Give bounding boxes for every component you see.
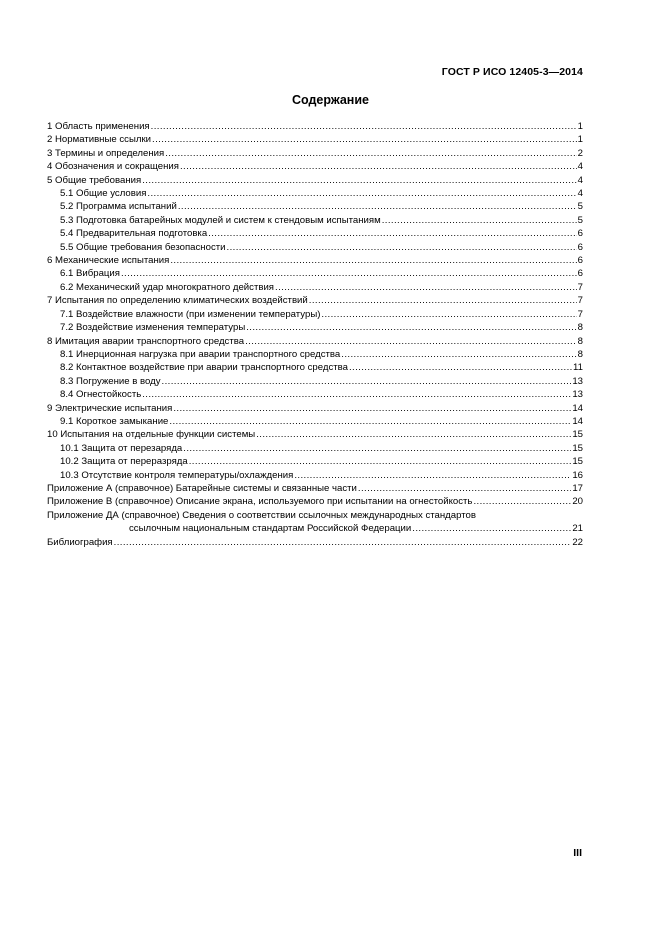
toc-entry-page: 7 — [577, 281, 583, 293]
toc-entry[interactable] — [47, 254, 583, 267]
toc-leader — [189, 455, 572, 468]
toc-leader — [178, 200, 577, 213]
toc-entry[interactable] — [47, 174, 583, 187]
toc-entry-page: 15 — [572, 456, 583, 468]
toc-entry[interactable] — [47, 133, 583, 146]
toc-entry-label: 8 Имитация аварии транспортного средства — [47, 335, 245, 347]
toc-entry[interactable] — [47, 227, 583, 240]
toc-title: Содержание — [291, 93, 369, 107]
toc-leader — [341, 348, 576, 361]
toc-entry-label: 3 Термины и определения — [47, 147, 165, 159]
toc-leader — [227, 241, 577, 254]
toc-entry[interactable] — [47, 375, 583, 388]
toc-leader — [349, 361, 572, 374]
toc-entry-label: 10.3 Отсутствие контроля температуры/охлаждения — [60, 469, 294, 481]
toc-entry[interactable] — [47, 361, 583, 374]
toc-leader — [151, 120, 577, 133]
toc-entry[interactable] — [47, 495, 583, 508]
toc-entry-label: 10 Испытания на отдельные функции системы — [47, 429, 256, 441]
toc-entry-label: 8.1 Инерционная нагрузка при аварии транспортного средства — [60, 348, 341, 360]
toc-entry-page: 7 — [577, 295, 583, 307]
table-of-contents — [47, 120, 583, 549]
toc-entry-label: 6 Механические испытания — [47, 255, 170, 267]
toc-entry[interactable] — [47, 147, 583, 160]
toc-entry-page: 17 — [572, 482, 583, 494]
toc-entry-page: 22 — [572, 536, 583, 548]
toc-entry-page: 5 — [577, 214, 583, 226]
toc-entry-page: 11 — [573, 362, 583, 374]
toc-entry[interactable] — [47, 321, 583, 334]
toc-entry-label: 10.1 Защита от перезаряда — [60, 442, 183, 454]
toc-entry-label: 7.2 Воздействие изменения температуры — [60, 322, 246, 334]
toc-entry-label: 2 Нормативные ссылки — [47, 134, 152, 146]
toc-entry-label: 1 Область применения — [47, 121, 150, 132]
toc-leader — [309, 294, 577, 307]
toc-entry[interactable] — [47, 214, 583, 227]
toc-entry-annex-da[interactable] — [47, 509, 583, 536]
toc-entry-page: 20 — [572, 496, 583, 508]
toc-leader — [162, 375, 572, 388]
toc-entry[interactable] — [47, 388, 583, 401]
toc-entry-label: 7 Испытания по определению климатических воздействий — [47, 295, 308, 307]
toc-entry-label: 8.4 Огнестойкость — [60, 389, 142, 401]
toc-entry-page: 5 — [577, 201, 583, 213]
toc-leader — [208, 227, 576, 240]
toc-leader — [114, 536, 572, 549]
toc-leader — [169, 415, 571, 428]
toc-entry-page: 4 — [577, 161, 583, 173]
toc-entry[interactable] — [47, 469, 583, 482]
toc-leader — [275, 281, 577, 294]
toc-entry-page: 4 — [577, 188, 583, 200]
toc-leader — [173, 402, 571, 415]
document-code: ГОСТ Р ИСО 12405-3—2014 — [441, 66, 583, 78]
toc-entry-label: 5 Общие требования — [47, 174, 142, 186]
toc-entry-page: 16 — [572, 469, 583, 481]
toc-entry-label: Приложение В (справочное) Описание экрана, используемого при испытании на огнестойкость — [47, 496, 473, 508]
toc-leader — [180, 160, 577, 173]
toc-entry-label: Приложение А (справочное) Батарейные системы и связанные части — [47, 482, 357, 494]
toc-entry-label: 6.2 Механический удар многократного действия — [60, 281, 274, 293]
toc-entry-page: 21 — [572, 523, 583, 535]
toc-entry[interactable] — [47, 308, 583, 321]
toc-entry-bibliography[interactable] — [47, 536, 583, 549]
toc-entry-page: 8 — [577, 322, 583, 334]
toc-entry[interactable] — [47, 294, 583, 307]
toc-entry[interactable] — [47, 160, 583, 173]
toc-entry-label: 5.3 Подготовка батарейных модулей и систем к стендовым испытаниям — [60, 214, 381, 226]
toc-entry-page: 1 — [577, 121, 583, 132]
toc-entry-page: 4 — [577, 174, 583, 186]
toc-entry[interactable] — [47, 335, 583, 348]
toc-entry-label: Библиография — [47, 536, 113, 548]
toc-entry-label: 4 Обозначения и сокращения — [47, 161, 179, 173]
toc-leader — [245, 335, 577, 348]
toc-entry[interactable] — [47, 241, 583, 254]
toc-entry-label: 7.1 Воздействие влажности (при изменении температуры) — [60, 308, 321, 320]
toc-leader — [170, 254, 576, 267]
toc-leader — [256, 428, 571, 441]
toc-entry[interactable] — [47, 200, 583, 213]
toc-entry[interactable] — [47, 428, 583, 441]
toc-leader — [246, 321, 576, 334]
toc-leader — [142, 388, 571, 401]
toc-entry[interactable] — [47, 267, 583, 280]
toc-entry-page: 13 — [572, 389, 583, 401]
toc-entry-page: 6 — [577, 228, 583, 240]
toc-entry-page: 14 — [572, 402, 583, 414]
toc-entry-label: 5.4 Предварительная подготовка — [60, 228, 208, 240]
toc-entry-page: 15 — [572, 442, 583, 454]
toc-entry[interactable] — [47, 482, 583, 495]
toc-entry-page: 8 — [577, 335, 583, 347]
toc-entry[interactable] — [47, 120, 583, 133]
toc-entry-label: 10.2 Защита от переразряда — [60, 456, 188, 468]
toc-entry[interactable] — [47, 415, 583, 428]
toc-leader — [412, 522, 571, 535]
toc-entry-page: 13 — [572, 375, 583, 387]
toc-entry-label: Приложение ДА (справочное) Сведения о соответствии ссылочных международных стандартов — [47, 509, 476, 521]
toc-leader — [382, 214, 577, 227]
toc-entry-label: 8.3 Погружение в воду — [60, 375, 161, 387]
toc-entry-label-continued: ссылочным национальным стандартам Российской Федерации — [129, 523, 412, 535]
toc-entry-page: 2 — [577, 147, 583, 159]
toc-leader — [142, 174, 576, 187]
toc-entry-label: 5.2 Программа испытаний — [60, 201, 177, 213]
toc-entry-page: 15 — [572, 429, 583, 441]
toc-entry-page: 8 — [577, 348, 583, 360]
toc-leader — [473, 495, 571, 508]
toc-entry-page: 6 — [577, 255, 583, 267]
toc-entry-label: 9 Электрические испытания — [47, 402, 173, 414]
toc-entry-page: 14 — [572, 415, 583, 427]
toc-entry-label: 9.1 Короткое замыкание — [60, 415, 169, 427]
toc-leader — [121, 267, 577, 280]
toc-entry[interactable] — [47, 442, 583, 455]
toc-entry[interactable] — [47, 348, 583, 361]
toc-entry[interactable] — [47, 455, 583, 468]
toc-leader — [147, 187, 576, 200]
toc-entry-label: 5.1 Общие условия — [60, 188, 147, 200]
toc-entry-label: 6.1 Вибрация — [60, 268, 120, 280]
toc-leader — [152, 133, 577, 146]
toc-leader — [358, 482, 571, 495]
page-number: III — [573, 847, 582, 859]
toc-entry-page: 7 — [577, 308, 583, 320]
toc-entry-label: 8.2 Контактное воздействие при аварии транспортного средства — [60, 362, 348, 374]
toc-entry[interactable] — [47, 187, 583, 200]
toc-entry-page: 6 — [577, 241, 583, 253]
toc-entry[interactable] — [47, 281, 583, 294]
toc-entry[interactable] — [47, 402, 583, 415]
toc-leader — [165, 147, 576, 160]
toc-entry-page: 6 — [577, 268, 583, 280]
toc-leader — [321, 308, 576, 321]
toc-leader — [294, 469, 571, 482]
toc-entry-page: 1 — [577, 134, 583, 146]
toc-entry-label: 5.5 Общие требования безопасности — [60, 241, 226, 253]
toc-leader — [183, 442, 571, 455]
